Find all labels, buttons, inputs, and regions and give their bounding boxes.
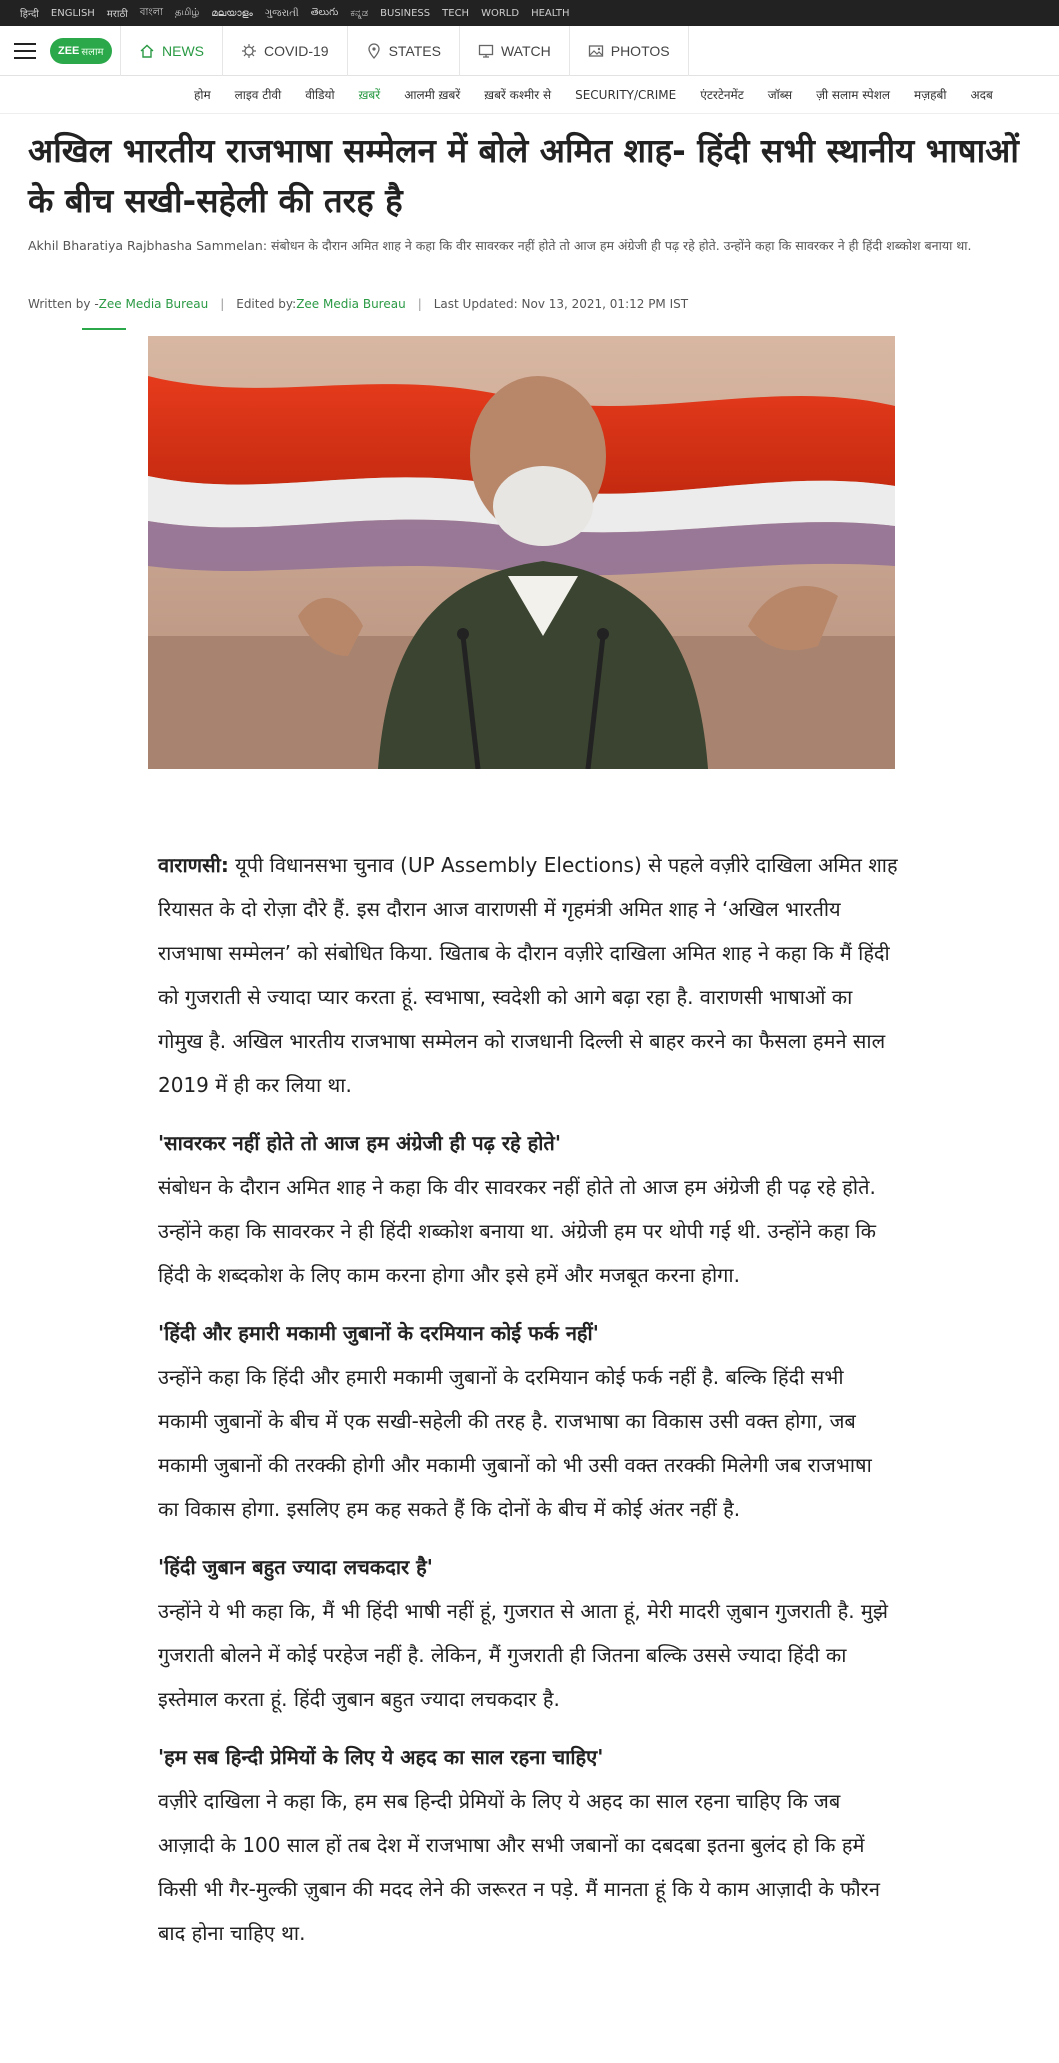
lang-link-world[interactable]: WORLD xyxy=(481,7,520,19)
edited-by-label: Edited by: xyxy=(236,297,297,311)
lang-link-tamil[interactable]: தமிழ் xyxy=(175,7,200,18)
subnav-literature[interactable]: अदब xyxy=(970,88,993,102)
section-heading: 'हम सब हिन्दी प्रेमियों के लिए ये अहद का साल रहना चाहिए' xyxy=(158,1745,604,1769)
home-icon xyxy=(139,43,155,59)
lang-link-bangla[interactable]: বাংলা xyxy=(139,6,164,18)
section-heading: 'हिंदी और हमारी मकामी जुबानों के दरमियान कोई फर्क नहीं' xyxy=(158,1321,599,1345)
nav-tab-label: COVID-19 xyxy=(264,42,329,59)
lang-link-kannada[interactable]: ಕನ್ನಡ xyxy=(350,7,369,19)
nav-tab-covid[interactable] xyxy=(222,26,347,76)
article-headline: अखिल भारतीय राजभाषा सम्मेलन में बोले अमित शाह- हिंदी सभी स्थानीय भाषाओं के बीच सखी-सहेली की तरह है xyxy=(28,131,1019,220)
lead-paragraph: वाराणसी: यूपी विधानसभा चुनाव (UP Assembly Elections) से पहले वज़ीरे दाखिला अमित शाह रियासत के दो रोज़ा दौरे हैं. इस दौरान आज वाराणसी में गृहमंत्री अमित शाह ने ‘अखिल भारतीय राजभाषा सम्मेलन’ को संबोधित किया. खिताब के दौरान वज़ीरे दाखिला अमित शाह ने कहा कि मैं हिंदी को गुजराती से ज्यादा प्यार करता हूं. स्वभाषा, स्वदेशी को आगे बढ़ा रहा है. वाराणसी भाषाओं का गोमुख है. अखिल भारतीय राजभाषा सम्मेलन को राजधानी दिल्ली से बाहर करने का फैसला हमने साल 2019 में ही कर लिया था. xyxy=(158,853,898,1097)
hero-image xyxy=(148,336,895,769)
nav-tab-label: NEWS xyxy=(162,42,204,59)
subnav-zee-salaam-special[interactable]: ज़ी सलाम स्पेशल xyxy=(816,88,891,102)
written-by-label: Written by - xyxy=(28,297,99,311)
subnav-home[interactable]: होम xyxy=(194,88,211,102)
subnav-kashmir-news[interactable]: ख़बरें कश्मीर से xyxy=(484,88,552,102)
subnav-religion[interactable]: मज़हबी xyxy=(914,88,947,102)
lang-link-english[interactable]: ENGLISH xyxy=(50,7,95,19)
lang-link-hindi[interactable]: हिन्दी xyxy=(20,9,39,20)
nav-tab-label: PHOTOS xyxy=(610,42,670,59)
subnav-security-crime[interactable]: SECURITY/CRIME xyxy=(575,87,677,102)
language-bar xyxy=(0,0,1059,26)
byline-divider: | xyxy=(220,297,225,311)
section-paragraph: वज़ीरे दाखिला ने कहा कि, हम सब हिन्दी प्रेमियों के लिए ये अहद का साल रहना चाहिए कि जब आज़ादी के 100 साल हों तब देश में राजभाषा और सभी जबानों का दबदबा इतना बुलंद हो कि हमें किसी भी गैर-मुल्की ज़ुबान की मदद लेने की जरूरत न पड़े. मैं मानता हूं कि ये काम आज़ादी के फौरन बाद होना चाहिए था. xyxy=(158,1789,880,1945)
subnav-jobs[interactable]: जॉब्स xyxy=(767,88,793,102)
section-paragraph: उन्होंने कहा कि हिंदी और हमारी मकामी जुबानों के दरमियान कोई फर्क नहीं है. बल्कि हिंदी सभी मकामी जुबानों के बीच में एक सखी-सहेली की तरह है. राजभाषा का विकास उसी वक्त होगा, जब मकामी जुबानों की तरक्की होगी और मकामी जुबानों को भी उसी वक्त तरक्की मिलेगी जब राजभाषा का विकास होगा. इसलिए हम कह सकते हैं कि दोनों के बीच में कोई अंतर नहीं है. xyxy=(158,1365,872,1521)
subnav-news[interactable]: ख़बरें xyxy=(358,88,381,102)
nav-tab-label: STATES xyxy=(388,42,441,59)
lang-link-tech[interactable]: TECH xyxy=(442,7,470,19)
article-subtitle: Akhil Bharatiya Rajbhasha Sammelan: संबोधन के दौरान अमित शाह ने कहा कि वीर सावरकर नहीं होते तो आज हम अंग्रेजी ही पढ़ रहे होते. उन्होंने कहा कि सावरकर ने ही हिंदी शब्कोश बनाया था. xyxy=(28,238,972,253)
nav-tab-watch[interactable] xyxy=(459,26,569,76)
hamburger-menu-icon[interactable] xyxy=(0,26,50,76)
byline-divider: | xyxy=(417,297,422,311)
author-link[interactable]: Zee Media Bureau xyxy=(98,297,209,311)
sub-nav xyxy=(0,76,1059,114)
subnav-entertainment[interactable]: एंटरटेनमेंट xyxy=(700,88,744,102)
subnav-world-news[interactable]: आलमी ख़बरें xyxy=(404,88,461,102)
section-heading: 'हिंदी जुबान बहुत ज्यादा लचकदार है' xyxy=(158,1555,433,1579)
lang-link-business[interactable]: BUSINESS xyxy=(380,7,431,19)
editor-link[interactable]: Zee Media Bureau xyxy=(296,297,406,311)
lang-link-gujarati[interactable]: ગુજરાતી xyxy=(264,7,299,19)
subnav-live-tv[interactable]: लाइव टीवी xyxy=(234,88,282,102)
last-updated: Last Updated: Nov 13, 2021, 01:12 PM IST xyxy=(433,297,689,311)
lang-link-telugu[interactable]: తెలుగు xyxy=(310,7,339,18)
byline xyxy=(28,294,688,314)
location-pin-icon xyxy=(366,43,382,59)
subnav-video[interactable]: वीडियो xyxy=(305,88,335,102)
section-paragraph: संबोधन के दौरान अमित शाह ने कहा कि वीर सावरकर नहीं होते तो आज हम अंग्रेजी ही पढ़ रहे होते. उन्होंने कहा कि सावरकर ने ही हिंदी शब्कोश बनाया था. अंग्रेजी हम पर थोपी गई थी. उन्होंने कहा कि हिंदी के शब्दकोश के लिए काम करना होगा और इसे हमें और मजबूत करना होगा. xyxy=(158,1175,876,1287)
article-body xyxy=(158,843,898,1969)
virus-icon xyxy=(241,43,257,59)
monitor-icon xyxy=(478,43,494,59)
main-nav xyxy=(0,26,1059,76)
nav-tab-photos[interactable] xyxy=(569,26,689,76)
nav-tab-news[interactable] xyxy=(120,26,222,76)
byline-accent-line xyxy=(82,328,126,330)
image-icon xyxy=(588,43,604,59)
dateline: वाराणसी: xyxy=(158,853,229,877)
nav-tab-label: WATCH xyxy=(500,42,551,59)
zee-salaam-logo[interactable]: ZEE सलाम xyxy=(50,26,120,76)
lang-link-health[interactable]: HEALTH xyxy=(531,7,570,19)
lang-link-marathi[interactable]: मराठी xyxy=(106,9,128,20)
nav-tab-states[interactable] xyxy=(347,26,459,76)
lang-link-malayalam[interactable]: മലയാളം xyxy=(211,7,253,19)
section-paragraph: उन्होंने ये भी कहा कि, मैं भी हिंदी भाषी नहीं हूं, गुजरात से आता हूं, मेरी मादरी ज़ुबान गुजराती है. मुझे गुजराती बोलने में कोई परहेज नहीं है. लेकिन, मैं गुजराती ही जितना बल्कि उससे ज्यादा हिंदी का इस्तेमाल करता हूं. हिंदी जुबान बहुत ज्यादा लचकदार है. xyxy=(158,1599,888,1711)
section-heading: 'सावरकर नहीं होते तो आज हम अंग्रेजी ही पढ़ रहे होते' xyxy=(158,1131,561,1155)
